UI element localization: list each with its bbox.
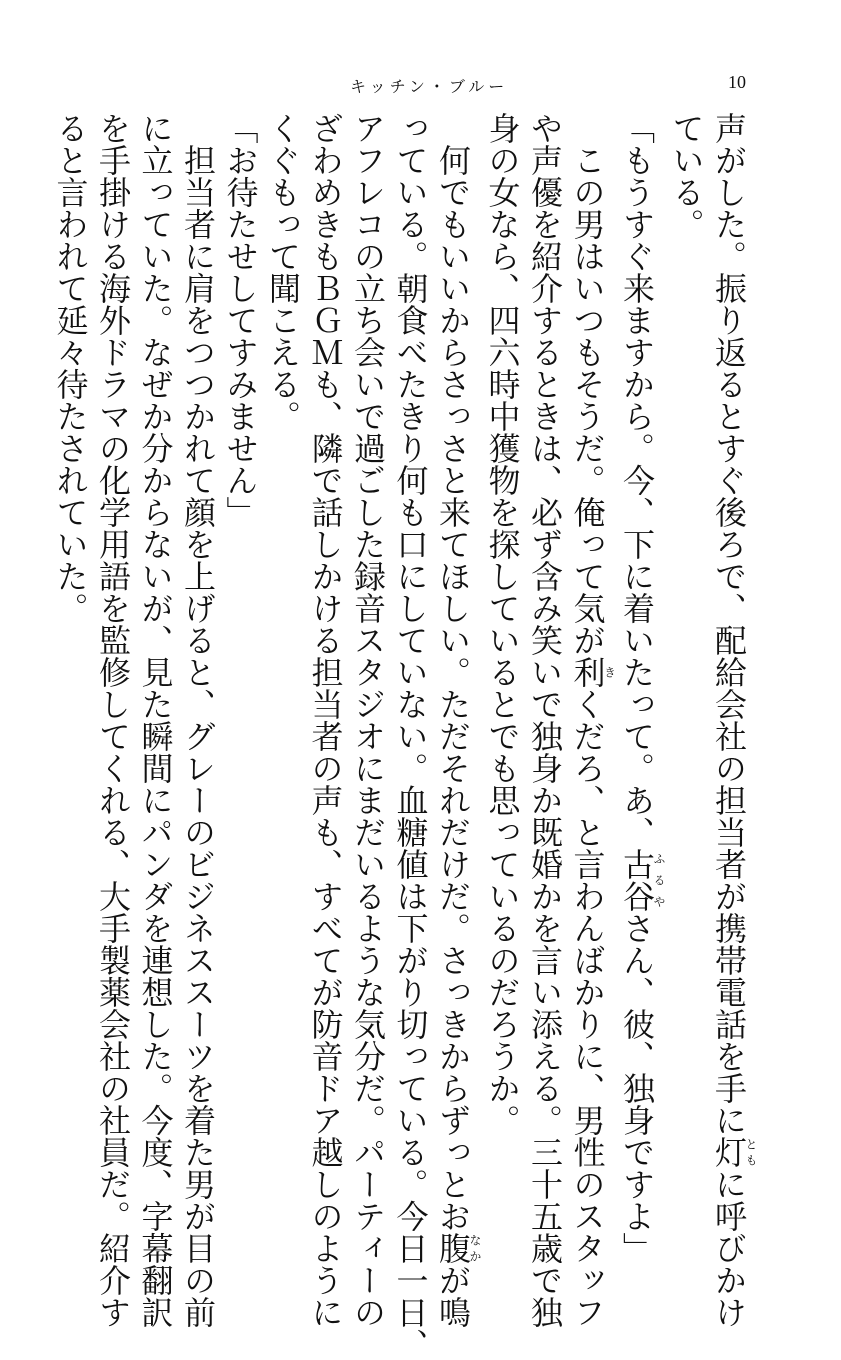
ruby-reading: き [602,656,617,688]
text-line [616,112,666,1264]
ruby-word: 灯とも [710,1136,758,1168]
page-number: 10 [728,72,746,92]
text-line [566,112,617,1328]
text-segment: 声がした。振り返るとすぐ後ろで、配給会社の担当者が携帯電話を手に [710,112,748,1136]
text-segment: 何でもいいからさっさと来てほしい。ただそれだけだ。さっきからずっとお [434,112,472,1232]
text-line: 身の女なら、四六時中獲物を探しているとでも思っているのだろうか。 [483,112,522,1136]
ruby-reading: ふるや [652,848,666,912]
text-line: を手掛ける海外ドラマの化学用語を監修してくれる、大手製薬会社の社員だ。紹介す [94,112,132,1328]
ruby-reading: なか [468,1232,482,1264]
text-segment: に呼びかけ [710,1168,748,1328]
text-line: 「お待たせしてすみません」 [221,112,260,528]
text-line: ざわめきもＢＧＭも、隣で話しかける担当者の声も、すべてが防音ドア越しのように [306,112,345,1328]
ruby-reading: とも [744,1136,758,1168]
ruby-word: 古谷ふるや [618,848,666,912]
text-segment: 「もうすぐ来ますから。今、下に着いたって。あ、 [618,112,656,848]
text-line: くぐもって聞こえる。 [264,112,302,432]
text-segment: この男はいつもそうだ。俺って気が [568,112,607,656]
text-line: っている。朝食べたきり何も口にしていない。血糖値は下がり切っている。今日一日、 [391,112,430,1360]
text-line: 担当者に肩をつつかれて顔を上げると、グレーのビジネススーツを着た男が目の前 [179,112,217,1328]
text-segment: くだろ、と言わんばかりに、男性のスタッフ [568,688,607,1328]
text-line [708,112,758,1328]
ruby-word: 腹なか [434,1232,482,1264]
text-segment: が鳴 [434,1264,472,1328]
text-line: アフレコの立ち会いで過ごした録音スタジオにまだいるような気分だ。パーティーの [349,112,387,1328]
text-line: ている。 [667,112,706,240]
text-line: ると言われて延々待たされていた。 [51,112,90,624]
body-text [51,112,758,1360]
text-line: に立っていた。なぜか分からないが、見た瞬間にパンダを連想した。今度、字幕翻訳 [136,112,175,1328]
text-line: や声優を紹介するときは、必ず含み笑いで独身か既婚かを言い添える。三十五歳で独 [526,112,564,1328]
ruby-word: 利き [568,656,617,688]
text-segment: さん、彼、独身ですよ」 [618,912,656,1264]
running-title: キッチン・ブルー [350,77,509,96]
text-line [432,112,482,1328]
